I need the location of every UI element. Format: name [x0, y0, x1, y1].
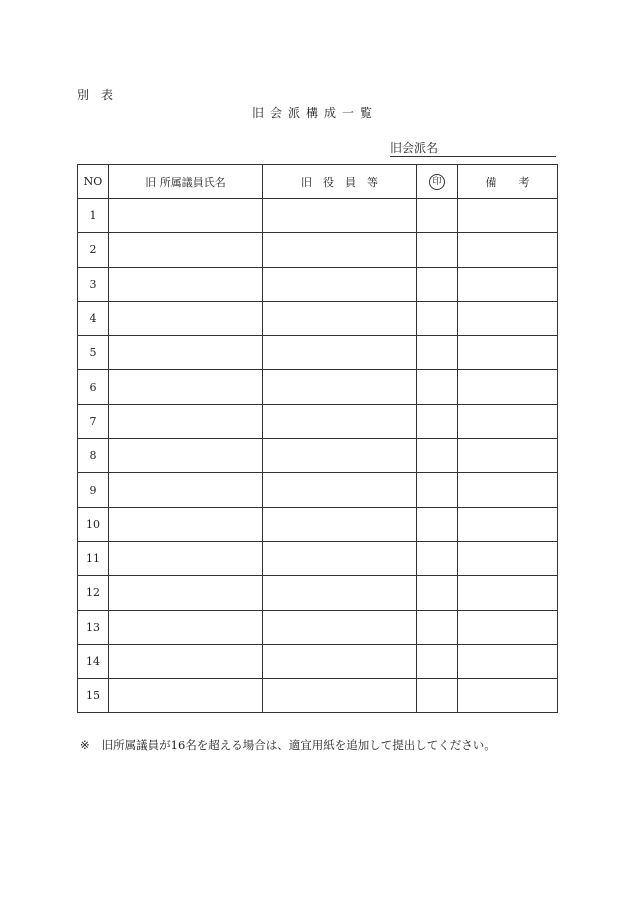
appendix-label: 別 表 [77, 88, 114, 102]
member-name-cell[interactable] [109, 473, 263, 507]
seal-cell[interactable] [417, 267, 458, 301]
row-number: 3 [78, 267, 109, 301]
table-row [78, 473, 558, 507]
roster-body [78, 199, 558, 713]
member-name-cell[interactable] [109, 541, 263, 575]
role-cell[interactable] [263, 199, 417, 233]
row-number: 12 [78, 576, 109, 610]
member-name-cell[interactable] [109, 199, 263, 233]
member-name-cell[interactable] [109, 439, 263, 473]
role-cell[interactable] [263, 576, 417, 610]
row-number: 10 [78, 507, 109, 541]
member-name-cell[interactable] [109, 370, 263, 404]
header-seal [417, 165, 458, 199]
table-row [78, 576, 558, 610]
row-number: 2 [78, 233, 109, 267]
seal-cell[interactable] [417, 507, 458, 541]
header-no: NO [78, 165, 109, 199]
table-row [78, 541, 558, 575]
seal-cell[interactable] [417, 610, 458, 644]
row-number: 4 [78, 301, 109, 335]
member-name-cell[interactable] [109, 336, 263, 370]
table-row [78, 370, 558, 404]
role-cell[interactable] [263, 679, 417, 713]
seal-cell[interactable] [417, 679, 458, 713]
table-header-row [78, 165, 558, 199]
remarks-cell[interactable] [458, 473, 558, 507]
role-cell[interactable] [263, 610, 417, 644]
seal-cell[interactable] [417, 301, 458, 335]
seal-cell[interactable] [417, 404, 458, 438]
page-title: 旧会派構成一覧 [251, 106, 378, 120]
remarks-cell[interactable] [458, 576, 558, 610]
seal-cell[interactable] [417, 541, 458, 575]
member-name-cell[interactable] [109, 610, 263, 644]
table-row [78, 301, 558, 335]
table-row [78, 507, 558, 541]
row-number: 6 [78, 370, 109, 404]
table-row [78, 679, 558, 713]
member-name-cell[interactable] [109, 576, 263, 610]
remarks-cell[interactable] [458, 610, 558, 644]
seal-cell[interactable] [417, 199, 458, 233]
seal-cell[interactable] [417, 644, 458, 678]
role-cell[interactable] [263, 336, 417, 370]
remarks-cell[interactable] [458, 336, 558, 370]
role-cell[interactable] [263, 404, 417, 438]
seal-icon: 印 [429, 174, 445, 190]
remarks-cell[interactable] [458, 679, 558, 713]
remarks-cell[interactable] [458, 301, 558, 335]
header-member-name: 旧 所属議員氏名 [109, 165, 263, 199]
role-cell[interactable] [263, 301, 417, 335]
role-cell[interactable] [263, 267, 417, 301]
header-role: 旧 役 員 等 [263, 165, 417, 199]
role-cell[interactable] [263, 541, 417, 575]
header-remarks: 備 考 [458, 165, 558, 199]
table-row [78, 404, 558, 438]
remarks-cell[interactable] [458, 541, 558, 575]
row-number: 15 [78, 679, 109, 713]
row-number: 14 [78, 644, 109, 678]
table-row [78, 610, 558, 644]
row-number: 9 [78, 473, 109, 507]
member-name-cell[interactable] [109, 404, 263, 438]
member-name-cell[interactable] [109, 301, 263, 335]
faction-name-field[interactable] [390, 141, 556, 157]
table-row [78, 267, 558, 301]
table-row [78, 439, 558, 473]
row-number: 5 [78, 336, 109, 370]
seal-cell[interactable] [417, 336, 458, 370]
seal-cell[interactable] [417, 370, 458, 404]
row-number: 13 [78, 610, 109, 644]
member-name-cell[interactable] [109, 507, 263, 541]
row-number: 7 [78, 404, 109, 438]
remarks-cell[interactable] [458, 267, 558, 301]
role-cell[interactable] [263, 233, 417, 267]
member-name-cell[interactable] [109, 233, 263, 267]
seal-cell[interactable] [417, 576, 458, 610]
remarks-cell[interactable] [458, 439, 558, 473]
footnote [80, 737, 496, 753]
remarks-cell[interactable] [458, 404, 558, 438]
table-row [78, 233, 558, 267]
faction-name-label: 旧会派名 [390, 141, 439, 155]
row-number: 11 [78, 541, 109, 575]
table-row [78, 644, 558, 678]
member-name-cell[interactable] [109, 679, 263, 713]
member-name-cell[interactable] [109, 644, 263, 678]
table-row [78, 336, 558, 370]
role-cell[interactable] [263, 644, 417, 678]
row-number: 1 [78, 199, 109, 233]
remarks-cell[interactable] [458, 233, 558, 267]
remarks-cell[interactable] [458, 644, 558, 678]
row-number: 8 [78, 439, 109, 473]
remarks-cell[interactable] [458, 370, 558, 404]
remarks-cell[interactable] [458, 507, 558, 541]
footnote-text: 旧所属議員が16名を超える場合は、適宜用紙を追加して提出してください。 [101, 738, 496, 752]
seal-cell[interactable] [417, 473, 458, 507]
role-cell[interactable] [263, 370, 417, 404]
remarks-cell[interactable] [458, 199, 558, 233]
table-row [78, 199, 558, 233]
member-name-cell[interactable] [109, 267, 263, 301]
seal-cell[interactable] [417, 439, 458, 473]
seal-cell[interactable] [417, 233, 458, 267]
roster-table [77, 164, 558, 713]
role-cell[interactable] [263, 507, 417, 541]
footnote-mark: ※ [80, 738, 90, 752]
role-cell[interactable] [263, 473, 417, 507]
role-cell[interactable] [263, 439, 417, 473]
